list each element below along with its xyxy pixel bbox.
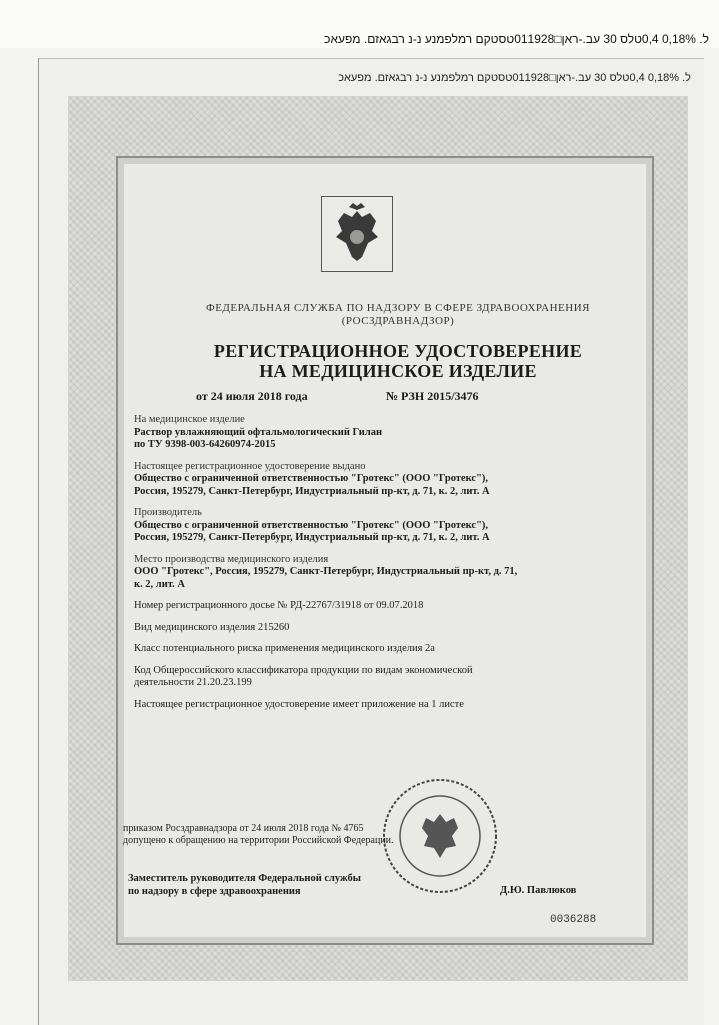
device-block xyxy=(134,414,554,452)
issued-address: Россия, 195279, Санкт-Петербург, Индустриальный пр-кт, д. 71, к. 2, лит. А xyxy=(134,485,490,497)
order-line-1: приказом Росздравнадзора от 24 июля 2018 года № 4765 xyxy=(123,823,364,834)
device-name: Раствор увлажняющий офтальмологический Гилан xyxy=(134,426,383,438)
risk-class: Класс потенциального риска применения медицинского изделия 2а xyxy=(134,643,435,654)
manufacturer-block xyxy=(134,507,554,545)
production-site-block xyxy=(134,554,554,592)
agency-line-2: (РОСЗДРАВНАДЗОР) xyxy=(341,315,455,327)
manufacturer-address: Россия, 195279, Санкт-Петербург, Индустриальный пр-кт, д. 71, к. 2, лит. А xyxy=(134,532,490,543)
certificate-title xyxy=(138,341,658,381)
coat-of-arms-emblem xyxy=(321,196,393,272)
certificate xyxy=(68,96,688,981)
issued-org: Общество с ограниченной ответственностью "Гротекс" (ООО "Гротекс"), xyxy=(134,473,489,484)
production-site-label: Место производства медицинского изделия xyxy=(134,553,329,565)
agency-name xyxy=(138,302,658,328)
device-label: На медицинское изделие xyxy=(134,414,245,425)
production-site-line-2: к. 2, лит. А xyxy=(134,578,185,590)
signer-line-2: по надзору в сфере здравоохранения xyxy=(128,885,301,897)
fax-header-text: ל. 0,18% 0,4טלס ‎30‎ עב.-ראן□011928טסטקם רמלפמנע נ-נ רבגאזם. מפעאכ xyxy=(324,32,709,46)
title-line-1: РЕГИСТРАЦИОННОЕ УДОСТОВЕРЕНИЕ xyxy=(213,341,583,361)
certificate-body xyxy=(134,414,554,720)
manufacturer-label: Производитель xyxy=(134,507,202,518)
title-line-2: НА МЕДИЦИНСКОЕ ИЗДЕЛИЕ xyxy=(259,361,537,381)
serial-number: 0036288 xyxy=(550,914,597,926)
agency-line-1: ФЕДЕРАЛЬНАЯ СЛУЖБА ПО НАДЗОРУ В СФЕРЕ ЗДРАВООХРАНЕНИЯ xyxy=(206,302,590,314)
issued-label: Настоящее регистрационное удостоверение выдано xyxy=(134,460,366,472)
certificate-number: № РЗН 2015/3476 xyxy=(386,389,479,403)
fax-header-bar xyxy=(0,0,719,48)
issued-block xyxy=(134,461,554,499)
signer-title xyxy=(128,873,428,898)
device-type: Вид медицинского изделия 215260 xyxy=(134,621,290,633)
dossier-number: Номер регистрационного досье № РД-22767/31918 от 09.07.2018 xyxy=(134,600,424,611)
certificate-date: от 24 июля 2018 года xyxy=(196,389,308,403)
okpd-code xyxy=(134,665,554,690)
double-headed-eagle-icon xyxy=(322,197,392,271)
okpd-line-2: деятельности 21.20.23.199 xyxy=(134,677,252,688)
device-spec: по ТУ 9398-003-64260974-2015 xyxy=(134,439,276,450)
manufacturer-org: Общество с ограниченной ответственностью "Гротекс" (ООО "Гротекс"), xyxy=(134,519,489,531)
order-line-2: допущено к обращению на территории Российской Федерации. xyxy=(123,835,394,846)
okpd-line-1: Код Общероссийского классификатора продукции по видам экономической xyxy=(134,664,473,676)
signer-line-1: Заместитель руководителя Федеральной службы xyxy=(128,873,361,884)
production-site-line-1: ООО "Гротекс", Россия, 195279, Санкт-Петербург, Индустриальный пр-кт, д. 71, xyxy=(134,566,518,577)
approval-order xyxy=(123,823,483,847)
signer-name: Д.Ю. Павлюков xyxy=(500,885,577,896)
sheet-header-text: ל. 0,18% 0,4טלס ‎30‎ עב.-ראן□011928טסטקם רמלפמנע נ-נ רבגאזם. מפעאכ xyxy=(338,72,691,84)
appendix-note: Настоящее регистрационное удостоверение имеет приложение на 1 листе xyxy=(134,698,464,710)
